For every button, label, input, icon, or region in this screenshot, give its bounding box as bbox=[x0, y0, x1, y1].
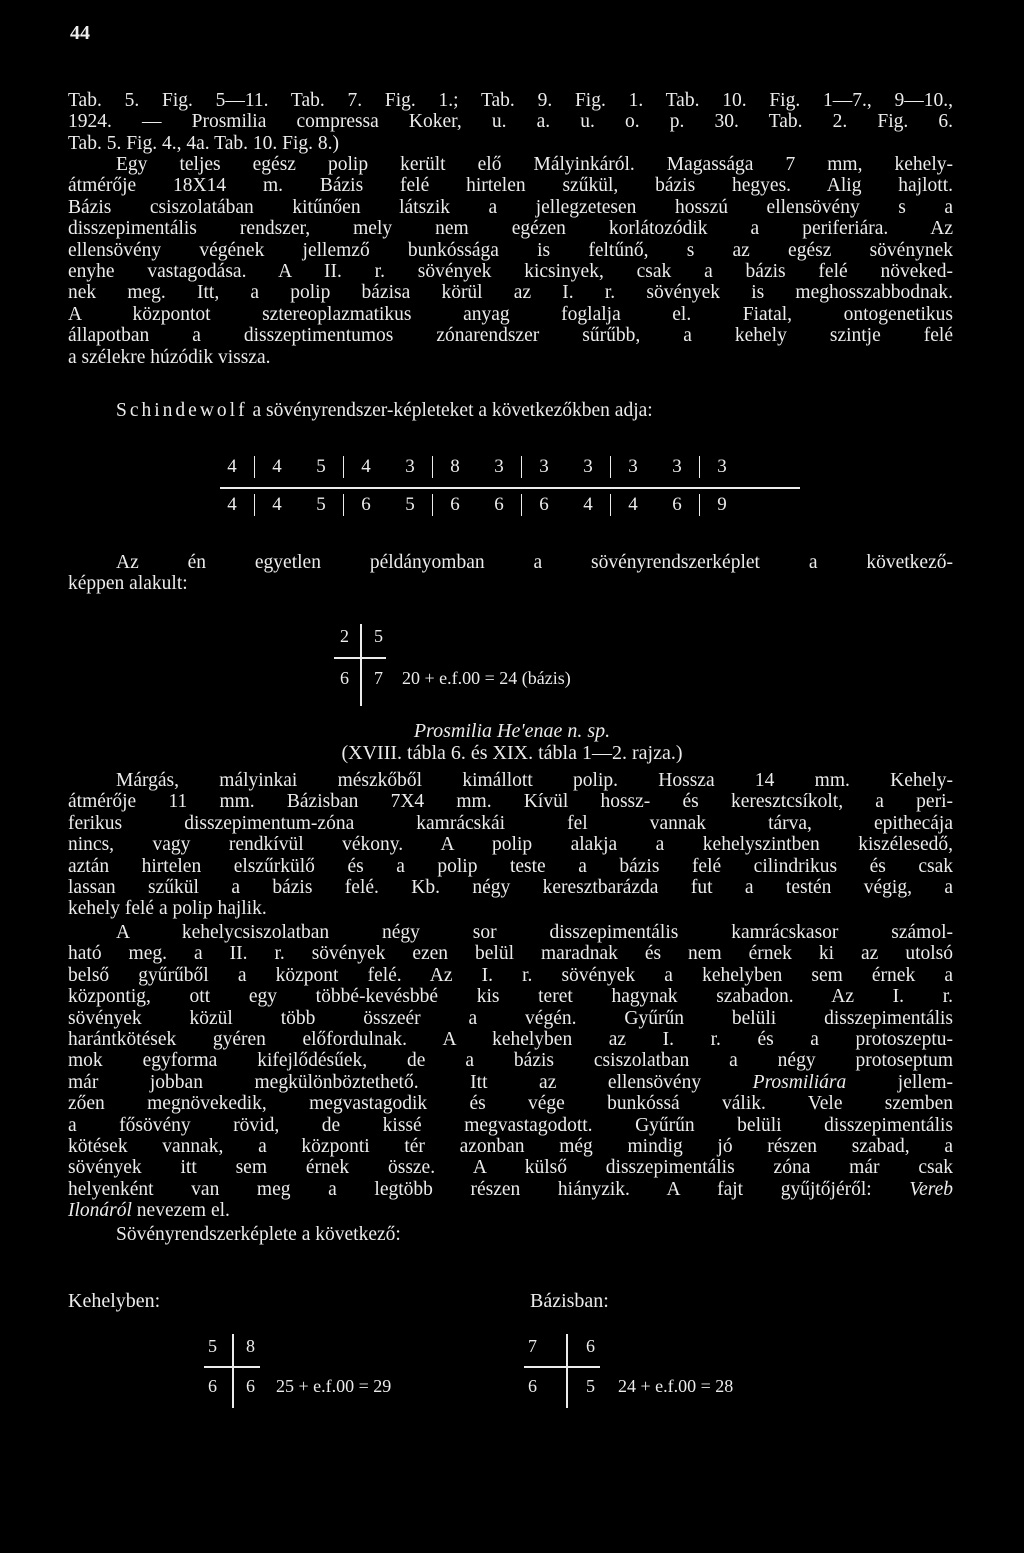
species-plate-reference: (XVIII. tábla 6. és XIX. tábla 1—2. rajza.) bbox=[341, 742, 683, 764]
text-line: kehely felé a polip hajlik. bbox=[68, 898, 267, 920]
formula-number: 5 bbox=[316, 494, 326, 515]
formula-number: 3 bbox=[494, 456, 504, 477]
text-line: belső gyűrűből a központ felé. Az I. r. sövények a kehelyben sem érnek a bbox=[68, 964, 953, 986]
formula-divider-line bbox=[524, 1366, 600, 1368]
label-calyx: Kehelyben: bbox=[68, 1290, 161, 1312]
formula-number: 4 bbox=[227, 494, 237, 515]
text-line: Egy teljes egész polip került elő Mályinkáról. Magassága 7 mm, kehely- bbox=[116, 154, 953, 175]
formula-divider-vertical bbox=[232, 1334, 234, 1408]
text-line: harántkötések gyéren előfordulnak. A kehelyben az I. r. és a protoszeptu- bbox=[68, 1029, 953, 1051]
formula-1-top bbox=[210, 456, 744, 478]
formula-number: 5 bbox=[586, 1376, 595, 1396]
formula-number: 5 bbox=[405, 494, 415, 515]
formula-intro-2 bbox=[68, 1224, 953, 1245]
formula-number: 6 bbox=[208, 1376, 217, 1396]
formula-suffix: 24 + e.f.00 = 28 bbox=[618, 1376, 734, 1396]
text-line: disszepimentális rendszer, mely nem egézen korlátozódik a periferiára. Az bbox=[68, 218, 953, 240]
formula-number: 4 bbox=[361, 456, 371, 477]
formula-number: 3 bbox=[539, 456, 549, 477]
text-fragment: nevezem el. bbox=[131, 1200, 230, 1222]
text-line: állapotban a disszeptimentumos zónarendszer sűrűbb, a kehely szintje felé bbox=[68, 325, 953, 347]
author-name: Schindewolf bbox=[116, 400, 248, 421]
formula-number: 2 bbox=[340, 626, 349, 646]
formula-number: 5 bbox=[316, 456, 326, 477]
formula-number: 3 bbox=[405, 456, 415, 477]
label-base: Bázisban: bbox=[530, 1290, 609, 1312]
formula-number: 3 bbox=[628, 456, 638, 477]
formula-suffix: 20 + e.f.00 = 24 (bázis) bbox=[402, 668, 571, 688]
species-heading: Prosmilia He'enae n. sp. bbox=[413, 720, 611, 742]
formula-number: 4 bbox=[272, 456, 282, 477]
italic-collector: Ilonáról bbox=[68, 1200, 132, 1222]
formula-number: 9 bbox=[717, 494, 727, 515]
text-line: Tab. 5. Fig. 5—11. Tab. 7. Fig. 1.; Tab. 9. Fig. 1. Tab. 10. Fig. 1—7., 9—10., bbox=[68, 90, 953, 111]
formula-number: 6 bbox=[246, 1376, 255, 1396]
text-line bbox=[68, 1072, 953, 1093]
formula-number: 3 bbox=[717, 456, 727, 477]
formula-number: 6 bbox=[340, 668, 349, 688]
text-line: kötések vannak, a központi tér azonban még mindig jó részen szabad, a bbox=[68, 1136, 953, 1158]
section-description-paragraph bbox=[68, 922, 953, 1222]
formula-number: 4 bbox=[227, 456, 237, 477]
specimen-paragraph bbox=[68, 552, 953, 595]
text-line: Márgás, mályinkai mészkőből kimállott polip. Hossza 14 mm. Kehely- bbox=[116, 770, 953, 791]
italic-genus: Prosmiliára bbox=[752, 1071, 847, 1093]
formula-number: 6 bbox=[672, 494, 682, 515]
text-line: A kehelycsiszolatban négy sor disszepimentális kamrácskasor számol- bbox=[116, 922, 953, 943]
formula-number: 3 bbox=[672, 456, 682, 477]
text-line: sövények itt sem érnek össze. A külső disszepimentális zóna már csak bbox=[68, 1157, 953, 1179]
text-line: mok egyforma kifejlődésűek, de a bázis csiszolatban a négy protoseptum bbox=[68, 1050, 953, 1072]
text-line: zően megnövekedik, megvastagodik és vége bunkóssá válik. Vele szemben bbox=[68, 1093, 953, 1115]
formula-number: 6 bbox=[586, 1336, 595, 1356]
formula-number: 7 bbox=[374, 668, 383, 688]
formula-number: 7 bbox=[528, 1336, 537, 1356]
text-line: átmérője 18X14 m. Bázis felé hirtelen szűkül, bázis hegyes. Alig hajlott. bbox=[68, 175, 953, 197]
formula-number: 3 bbox=[583, 456, 593, 477]
text-line: a fősövény rövid, de kissé megvastagodott. Gyűrűn belüli disszepimentális bbox=[68, 1114, 953, 1136]
formula-suffix: 25 + e.f.00 = 29 bbox=[276, 1376, 392, 1396]
formula-divider-line bbox=[220, 487, 800, 489]
text-line: Bázis csiszolatában kitűnően látszik a jellegzetesen hosszú ellensövény s a bbox=[68, 196, 953, 218]
text-line bbox=[68, 1179, 953, 1200]
text-line: A központot sztereoplazmatikus anyag foglalja el. Fiatal, ontogenetikus bbox=[68, 303, 953, 325]
text-fragment: jellem- bbox=[897, 1071, 954, 1093]
text-line: központig, ott egy többé-kevésbbé kis teret hagynak szabadon. Az I. r. bbox=[68, 986, 953, 1008]
text-line: sövények közül több összeér a végén. Gyűrűn belüli disszepimentális bbox=[68, 1007, 953, 1029]
description-paragraph bbox=[68, 154, 953, 368]
formula-1-bottom bbox=[210, 494, 744, 516]
formula-divider-line bbox=[204, 1366, 260, 1368]
text-line: átmérője 11 mm. Bázisban 7X4 mm. Kívül hossz- és keresztcsíkolt, a peri- bbox=[68, 791, 953, 813]
formula-number: 4 bbox=[272, 494, 282, 515]
formula-number: 8 bbox=[450, 456, 460, 477]
text-fragment: helyenként van meg a legtöbb részen hiányzik. A fajt gyűjtőjéről: bbox=[68, 1178, 872, 1200]
formula-number: 6 bbox=[361, 494, 371, 515]
text-line: Sövényrendszerképlete a következő: bbox=[116, 1224, 401, 1245]
formula-number: 6 bbox=[494, 494, 504, 515]
species-description-paragraph bbox=[68, 770, 953, 920]
text-fragment: a sövényrendszer-képleteket a következőkben adja: bbox=[252, 400, 653, 421]
formula-number: 8 bbox=[246, 1336, 255, 1356]
formula-divider-line bbox=[334, 657, 386, 659]
text-line bbox=[68, 1200, 953, 1221]
formula-number: 6 bbox=[450, 494, 460, 515]
text-line: aztán hirtelen elszűrkülő és a polip teste a bázis felé cilindrikus és csak bbox=[68, 855, 953, 877]
text-line: ható meg. a II. r. sövények ezen belül maradnak és nem érnek ki az utolsó bbox=[68, 943, 953, 965]
text-line: nincs, vagy rendkívül vékony. A polip alakja a kehelyszintben kiszélesedő, bbox=[68, 834, 953, 856]
text-line: enyhe vastagodása. A II. r. sövények kicsinyek, csak a bázis felé növeked- bbox=[68, 261, 953, 283]
text-line: ferikus disszepimentum-zóna kamrácskái fel vannak tárva, epithecája bbox=[68, 812, 953, 834]
text-line: Az én egyetlen példányomban a sövényrendszerképlet a következő- bbox=[116, 552, 953, 573]
text-line: nek meg. Itt, a polip bázisa körül az I. r. sövények is meghosszabbodnak. bbox=[68, 282, 953, 304]
italic-collector: Vereb bbox=[909, 1178, 953, 1200]
text-line: képpen alakult: bbox=[68, 573, 188, 595]
formula-number: 6 bbox=[539, 494, 549, 515]
formula-divider-vertical bbox=[566, 1334, 568, 1408]
formula-number: 5 bbox=[208, 1336, 217, 1356]
text-line bbox=[68, 400, 953, 421]
formula-number: 6 bbox=[528, 1376, 537, 1396]
formula-divider-vertical bbox=[360, 624, 362, 706]
text-line: 1924. — Prosmilia compressa Koker, u. a. u. o. p. 30. Tab. 2. Fig. 6. bbox=[68, 111, 953, 133]
formula-number: 4 bbox=[583, 494, 593, 515]
text-line: lassan szűkül a bázis felé. Kb. négy keresztbarázda fut a testén végig, a bbox=[68, 877, 953, 899]
formula-number: 4 bbox=[628, 494, 638, 515]
formula-number: 5 bbox=[374, 626, 383, 646]
text-line: ellensövény végének jellemző bunkóssága is feltűnő, s az egész sövénynek bbox=[68, 239, 953, 261]
text-line: Tab. 5. Fig. 4., 4a. Tab. 10. Fig. 8.) bbox=[68, 132, 339, 154]
page-number: 44 bbox=[70, 22, 90, 44]
text-fragment: már jobban megkülönböztethető. Itt az ellensövény bbox=[68, 1071, 702, 1093]
text-line: a szélekre húzódik vissza. bbox=[68, 346, 271, 368]
formula-intro-paragraph bbox=[68, 400, 953, 421]
citation-paragraph bbox=[68, 90, 953, 154]
